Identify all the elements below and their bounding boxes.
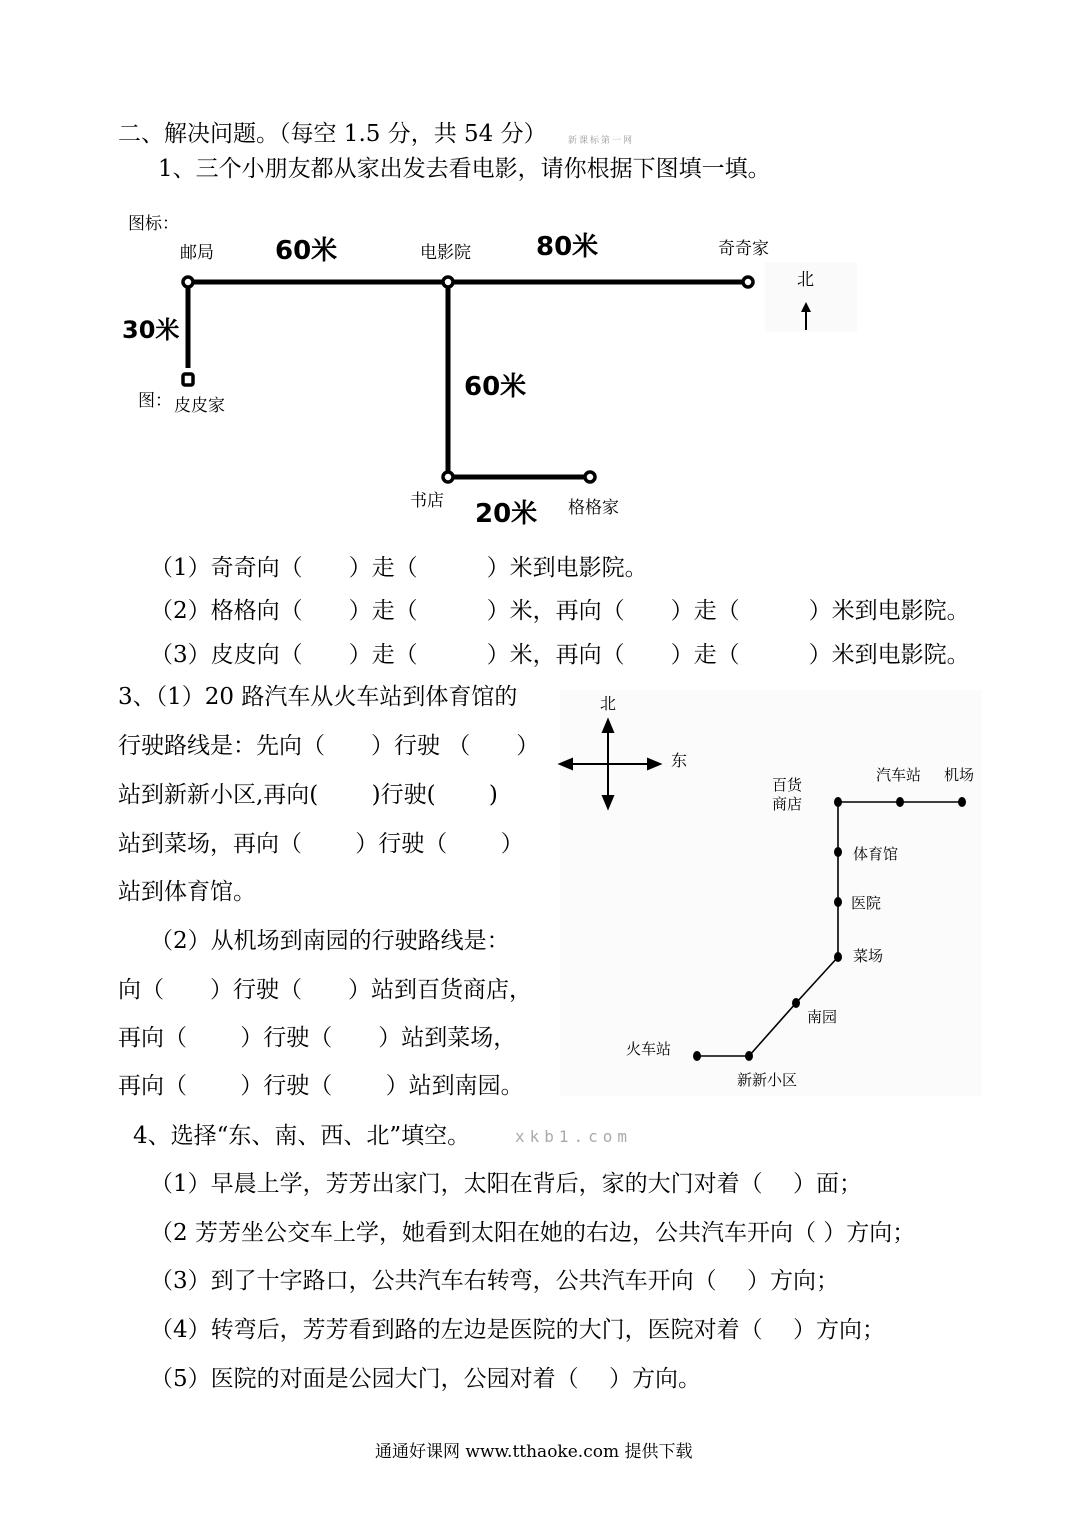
q4-item-1: （1）早晨上学，芳芳出家门，太阳在背后，家的大门对着（ ）面； xyxy=(150,1171,862,1197)
q3-line-3: 站到新新小区,再向( )行驶( ) xyxy=(118,782,498,808)
label-airport: 机场 xyxy=(944,766,975,784)
q4-intro: 4、选择“东、南、西、北”填空。 xyxy=(133,1123,471,1149)
q3-line-4: 站到菜场，再向（ ）行驶（ ） xyxy=(118,831,524,857)
stop-train-station xyxy=(693,1051,701,1061)
q1-item-2: （2）格格向（ ）走（ ）米，再向（ ）走（ ）米到电影院。 xyxy=(150,598,970,624)
compass-north: 北 xyxy=(600,694,617,713)
q1-item-1: （1）奇奇向（ ）走（ ）米到电影院。 xyxy=(150,555,648,581)
label-nanyuan: 南园 xyxy=(807,1008,838,1026)
q4-item-5: （5）医院的对面是公园大门，公园对着（ ）方向。 xyxy=(150,1366,701,1392)
compass-east: 东 xyxy=(671,751,688,770)
stop-department-store xyxy=(834,797,842,807)
legend-label: 图标： xyxy=(128,214,179,234)
q3-line-2: 行驶路线是：先向（ ）行驶 （ ） xyxy=(118,733,540,759)
tiny-watermark: 新课标第一网 xyxy=(568,136,635,146)
dist-cinema-qiqi: 80米 xyxy=(536,232,599,262)
dist-post-pipi: 30米 xyxy=(122,316,180,344)
label-qiqi-home: 奇奇家 xyxy=(718,239,769,259)
q3-line-5: 站到体育馆。 xyxy=(118,879,256,905)
label-gege-home: 格格家 xyxy=(568,498,619,518)
section-title: 二、解决问题。（每空 1.5 分，共 54 分） xyxy=(118,121,547,147)
stop-hospital xyxy=(834,897,842,907)
label-xinxin: 新新小区 xyxy=(737,1071,798,1089)
stop-airport xyxy=(958,797,966,807)
label-pipi-home: 皮皮家 xyxy=(174,396,225,416)
dist-cinema-bookstore: 60米 xyxy=(464,372,527,402)
q3-line-9: 再向（ ）行驶（ ）站到南园。 xyxy=(118,1073,524,1099)
label-bus-station: 汽车站 xyxy=(876,766,922,784)
dist-bookstore-gege: 20米 xyxy=(475,499,538,529)
q4-item-2: （2 芳芳坐公交车上学，她看到太阳在她的右边，公共汽车开向（ ）方向； xyxy=(150,1220,916,1246)
q1-intro: 1、三个小朋友都从家出发去看电影，请你根据下图填一填。 xyxy=(158,156,771,182)
q3-line-7: 向（ ）行驶（ ）站到百货商店， xyxy=(118,977,532,1003)
stop-stadium xyxy=(834,847,842,857)
label-stadium: 体育馆 xyxy=(853,845,899,863)
q3-line-6: （2）从机场到南园的行驶路线是： xyxy=(150,928,510,954)
stop-bus-station xyxy=(896,797,904,807)
label-bookstore: 书店 xyxy=(410,491,444,511)
legend-label-2: 图： xyxy=(138,391,172,411)
stop-xinxin xyxy=(745,1051,753,1061)
stop-market xyxy=(834,952,842,962)
north-label: 北 xyxy=(797,270,814,290)
footer: 通通好课网 www.tthaoke.com 提供下载 xyxy=(375,1442,693,1462)
label-market: 菜场 xyxy=(853,947,884,965)
label-cinema: 电影院 xyxy=(420,243,471,263)
q3-line-1: 3、（1）20 路汽车从火车站到体育馆的 xyxy=(118,684,518,710)
label-department-store: 百货 商店 xyxy=(772,776,803,813)
q1-item-3: （3）皮皮向（ ）走（ ）米，再向（ ）走（ ）米到电影院。 xyxy=(150,642,970,668)
q4-item-4: （4）转弯后，芳芳看到路的左边是医院的大门，医院对着（ ）方向； xyxy=(150,1317,885,1343)
label-hospital: 医院 xyxy=(851,894,882,912)
dist-post-cinema: 60米 xyxy=(275,236,338,266)
q4-item-3: （3）到了十字路口，公共汽车右转弯，公共汽车开向（ ）方向； xyxy=(150,1268,839,1294)
label-post-office: 邮局 xyxy=(180,243,214,263)
label-train-station: 火车站 xyxy=(626,1040,672,1058)
q3-line-8: 再向（ ）行驶（ ）站到菜场， xyxy=(118,1025,517,1051)
q4-watermark: xkb1.com xyxy=(515,1127,633,1146)
stop-nanyuan xyxy=(792,998,800,1008)
